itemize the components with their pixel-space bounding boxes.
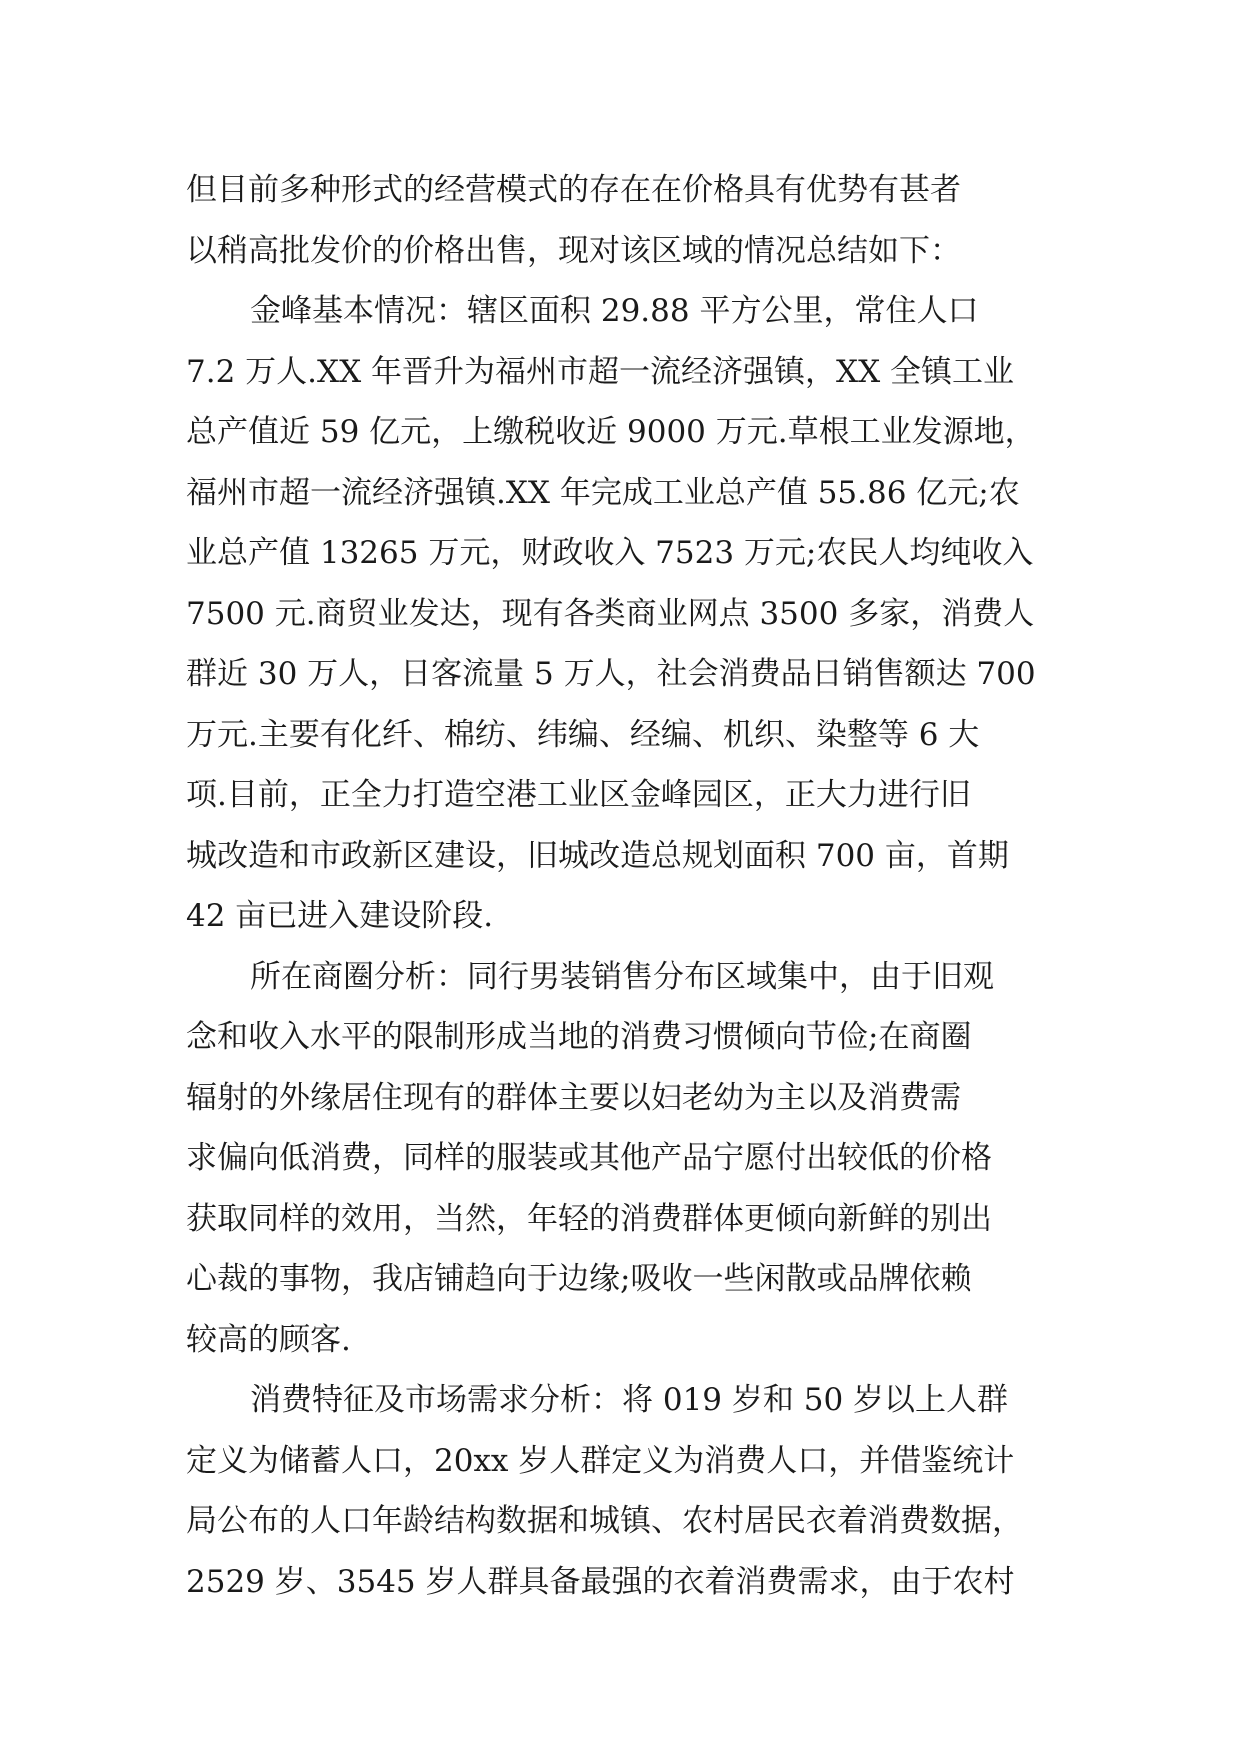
text-line: 局公布的人口年龄结构数据和城镇、农村居民衣着消费数据， [186,1503,1023,1539]
text-line: 福州市超一流经济强镇.XX 年完成工业总产值 55.86 亿元;农 [186,474,1020,511]
text-line: 较高的顾客. [186,1321,351,1358]
paragraph-start-line: 消费特征及市场需求分析：将 019 岁和 50 岁以上人群 [250,1382,1009,1418]
text-line: 求偏向低消费，同样的服装或其他产品宁愿付出较低的价格 [186,1140,992,1176]
text-line: 7.2 万人.XX 年晋升为福州市超一流经济强镇，XX 全镇工业 [186,353,1014,390]
text-line: 念和收入水平的限制形成当地的消费习惯倾向节俭;在商圈 [186,1019,972,1055]
text-line: 业总产值 13265 万元，财政收入 7523 万元;农民人均纯收入 [186,535,1034,571]
text-line: 7500 元.商贸业发达，现有各类商业网点 3500 多家，消费人 [186,595,1035,632]
text-line: 定义为储蓄人口，20xx 岁人群定义为消费人口，并借鉴统计 [186,1442,1015,1479]
text-line: 万元.主要有化纤、棉纺、纬编、经编、机织、染整等 6 大 [186,716,980,753]
text-line: 群近 30 万人，日客流量 5 万人，社会消费品日销售额达 700 [186,656,1036,692]
text-line: 42 亩已进入建设阶段. [186,898,494,934]
text-line: 以稍高批发价的价格出售，现对该区域的情况总结如下： [186,232,961,269]
paragraph-start-line: 所在商圈分析：同行男装销售分布区域集中，由于旧观 [250,958,994,995]
text-line: 但目前多种形式的经营模式的存在在价格具有优势有甚者 [186,172,961,208]
text-line: 心裁的事物，我店铺趋向于边缘;吸收一些闲散或品牌依赖 [186,1261,972,1297]
body-text [186,160,1056,1612]
text-line: 总产值近 59 亿元，上缴税收近 9000 万元.草根工业发源地， [186,414,1036,450]
text-line: 获取同样的效用，当然，年轻的消费群体更倾向新鲜的别出 [186,1200,992,1237]
text-line: 2529 岁、3545 岁人群具备最强的衣着消费需求，由于农村 [186,1563,1015,1600]
text-line: 辐射的外缘居住现有的群体主要以妇老幼为主以及消费需 [186,1079,961,1116]
text-line: 城改造和市政新区建设，旧城改造总规划面积 700 亩，首期 [186,837,1009,874]
paragraph-start-line: 金峰基本情况：辖区面积 29.88 平方公里，常住人口 [250,293,979,329]
text-line: 项.目前，正全力打造空港工业区金峰园区，正大力进行旧 [186,777,971,813]
